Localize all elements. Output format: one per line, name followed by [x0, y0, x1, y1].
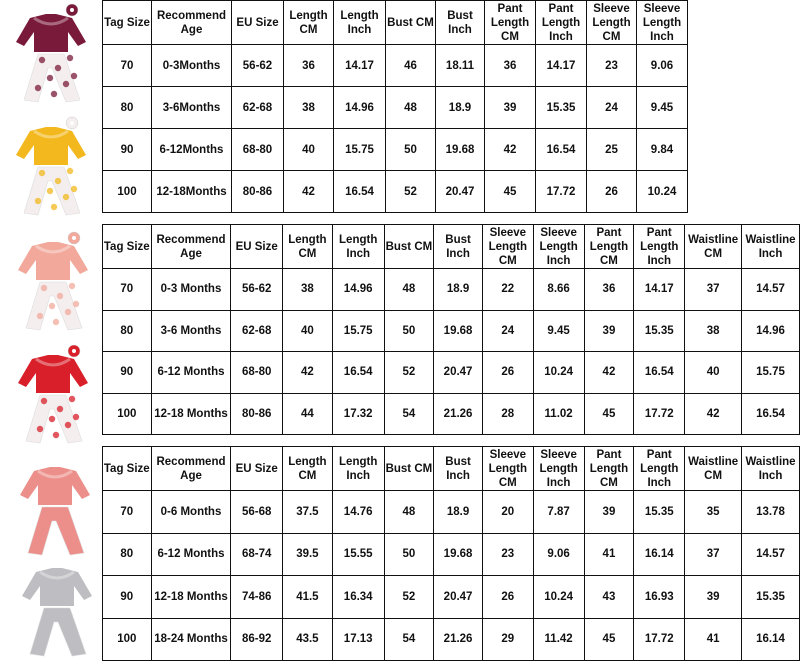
table-cell: 41 [685, 618, 742, 661]
table-cell: 39 [685, 576, 742, 619]
table-cell: 6-12 Months [151, 352, 231, 394]
table-cell: 52 [384, 352, 434, 394]
burgundy-outfit-image [8, 2, 92, 111]
table-cell: 18.9 [434, 491, 483, 534]
table-cell: 15.55 [332, 533, 384, 576]
table-cell: 36 [284, 45, 334, 87]
column-header: EU Size [231, 447, 283, 491]
size-table-1 [102, 0, 688, 213]
table-cell: 36 [485, 45, 536, 87]
table-cell: 42 [485, 129, 536, 171]
table-cell: 35 [685, 491, 742, 534]
table-cell: 50 [384, 533, 434, 576]
table-cell: 26 [587, 171, 637, 213]
column-header: Pant Length CM [584, 225, 634, 269]
table-cell: 37 [685, 533, 742, 576]
table-cell: 14.76 [332, 491, 384, 534]
table-cell: 38 [282, 269, 332, 311]
table-row [103, 352, 800, 394]
table-cell: 18-24 Months [151, 618, 231, 661]
table-cell: 90 [103, 352, 152, 394]
table-cell: 16.54 [332, 352, 384, 394]
table-cell: 14.96 [332, 269, 384, 311]
red-outfit-image [10, 343, 94, 452]
table-cell: 42 [584, 352, 634, 394]
column-header: Tag Size [103, 1, 152, 45]
table-cell: 48 [386, 87, 436, 129]
table-cell: 9.06 [533, 533, 584, 576]
table-cell: 23 [482, 533, 533, 576]
table-cell: 12-18 Months [151, 576, 231, 619]
table-cell: 16.54 [634, 352, 685, 394]
table-cell: 16.14 [634, 533, 685, 576]
table-cell: 50 [386, 129, 436, 171]
table-cell: 9.84 [637, 129, 688, 171]
table-cell: 15.35 [634, 491, 685, 534]
table-cell: 17.32 [332, 393, 384, 435]
table-cell: 80-86 [232, 171, 284, 213]
table-cell: 21.26 [434, 393, 483, 435]
yellow-outfit-image [8, 115, 92, 224]
table-row [103, 129, 688, 171]
column-header: Waistline CM [685, 225, 742, 269]
column-header: Recommend Age [151, 225, 231, 269]
table-cell: 80-86 [231, 393, 283, 435]
table-cell: 52 [384, 576, 434, 619]
table-cell: 10.24 [637, 171, 688, 213]
table-cell: 16.34 [332, 576, 384, 619]
table-cell: 43 [584, 576, 634, 619]
column-header: Pant Length CM [584, 447, 634, 491]
column-header: Sleeve Length Inch [533, 225, 584, 269]
table-cell: 24 [587, 87, 637, 129]
column-header: Pant Length Inch [634, 225, 685, 269]
table-cell: 17.72 [634, 618, 685, 661]
table-cell: 48 [384, 491, 434, 534]
table-header-row [103, 447, 800, 491]
table-cell: 15.35 [742, 576, 800, 619]
table-row [103, 171, 688, 213]
table-cell: 44 [282, 393, 332, 435]
table-cell: 45 [485, 171, 536, 213]
table-cell: 14.17 [634, 269, 685, 311]
table-cell: 0-3Months [152, 45, 232, 87]
table-cell: 16.54 [536, 129, 587, 171]
pink-outfit-image [10, 230, 94, 339]
table-row [103, 87, 688, 129]
table-cell: 15.75 [334, 129, 386, 171]
table-cell: 41 [584, 533, 634, 576]
table-cell: 68-80 [232, 129, 284, 171]
column-header: Bust CM [384, 225, 434, 269]
table-row [103, 618, 800, 661]
size-table-3 [102, 446, 800, 661]
table-cell: 24 [482, 310, 533, 352]
column-header: Length Inch [332, 447, 384, 491]
table-cell: 20.47 [434, 576, 483, 619]
table-cell: 0-3 Months [151, 269, 231, 311]
table-cell: 52 [386, 171, 436, 213]
column-header: Tag Size [103, 225, 152, 269]
column-header: Length Inch [332, 225, 384, 269]
column-header: Length CM [282, 447, 332, 491]
table-cell: 54 [384, 393, 434, 435]
table-cell: 26 [482, 352, 533, 394]
table-cell: 20 [482, 491, 533, 534]
table-cell: 46 [386, 45, 436, 87]
table-cell: 38 [685, 310, 742, 352]
table-cell: 6-12 Months [151, 533, 231, 576]
table-cell: 80 [103, 87, 152, 129]
table-cell: 29 [482, 618, 533, 661]
column-header: Length CM [282, 225, 332, 269]
table-cell: 12-18 Months [151, 393, 231, 435]
column-header: Bust Inch [436, 1, 485, 45]
table-cell: 10.24 [533, 576, 584, 619]
table-cell: 18.9 [436, 87, 485, 129]
table-cell: 18.11 [436, 45, 485, 87]
column-header: Pant Length Inch [634, 447, 685, 491]
table-cell: 62-68 [232, 87, 284, 129]
table-cell: 39.5 [282, 533, 332, 576]
table-cell: 11.42 [533, 618, 584, 661]
table-row [103, 310, 800, 352]
table-cell: 15.75 [332, 310, 384, 352]
column-header: Pant Length CM [485, 1, 536, 45]
table-cell: 37 [685, 269, 742, 311]
table-cell: 8.66 [533, 269, 584, 311]
table-cell: 7.87 [533, 491, 584, 534]
table-cell: 50 [384, 310, 434, 352]
table-cell: 86-92 [231, 618, 283, 661]
column-header: Pant Length Inch [536, 1, 587, 45]
table-cell: 14.96 [742, 310, 800, 352]
table-cell: 3-6Months [152, 87, 232, 129]
column-header: Sleeve Length CM [482, 447, 533, 491]
table-cell: 13.78 [742, 491, 800, 534]
table-cell: 38 [284, 87, 334, 129]
table-cell: 39 [584, 491, 634, 534]
table-header-row [103, 225, 800, 269]
table-cell: 45 [584, 393, 634, 435]
table-cell: 9.45 [637, 87, 688, 129]
table-cell: 14.96 [334, 87, 386, 129]
table-cell: 15.75 [742, 352, 800, 394]
table-cell: 90 [103, 576, 152, 619]
column-header: EU Size [231, 225, 283, 269]
table-cell: 40 [685, 352, 742, 394]
table-cell: 68-80 [231, 352, 283, 394]
table-cell: 70 [103, 269, 152, 311]
column-header: Waistline Inch [742, 225, 800, 269]
table-cell: 21.26 [434, 618, 483, 661]
size-section-3 [0, 446, 800, 660]
table-cell: 100 [103, 171, 152, 213]
column-header: Sleeve Length CM [587, 1, 637, 45]
table-cell: 90 [103, 129, 152, 171]
column-header: EU Size [232, 1, 284, 45]
table-cell: 56-62 [231, 269, 283, 311]
table-cell: 14.17 [536, 45, 587, 87]
table-header-row [103, 1, 688, 45]
table-cell: 22 [482, 269, 533, 311]
table-cell: 42 [284, 171, 334, 213]
table-cell: 16.54 [334, 171, 386, 213]
table-cell: 23 [587, 45, 637, 87]
column-header: Waistline Inch [742, 447, 800, 491]
table-row [103, 491, 800, 534]
table-cell: 17.13 [332, 618, 384, 661]
table-cell: 17.72 [536, 171, 587, 213]
table-cell: 100 [103, 393, 152, 435]
table-cell: 20.47 [434, 352, 483, 394]
table-cell: 9.06 [637, 45, 688, 87]
table-cell: 48 [384, 269, 434, 311]
table-cell: 28 [482, 393, 533, 435]
table-cell: 3-6 Months [151, 310, 231, 352]
column-header: Recommend Age [152, 1, 232, 45]
table-cell: 68-74 [231, 533, 283, 576]
table-cell: 62-68 [231, 310, 283, 352]
table-cell: 74-86 [231, 576, 283, 619]
table-cell: 19.68 [434, 310, 483, 352]
table-cell: 80 [103, 533, 152, 576]
column-header: Length Inch [334, 1, 386, 45]
table-row [103, 269, 800, 311]
table-cell: 6-12Months [152, 129, 232, 171]
table-cell: 56-62 [232, 45, 284, 87]
table-cell: 19.68 [436, 129, 485, 171]
table-cell: 15.35 [536, 87, 587, 129]
table-cell: 17.72 [634, 393, 685, 435]
table-cell: 0-6 Months [151, 491, 231, 534]
size-table-2 [102, 224, 800, 435]
table-cell: 15.35 [634, 310, 685, 352]
table-cell: 100 [103, 618, 152, 661]
coral-outfit-image [12, 455, 96, 564]
table-row [103, 533, 800, 576]
table-cell: 37.5 [282, 491, 332, 534]
table-cell: 26 [482, 576, 533, 619]
column-header: Tag Size [103, 447, 152, 491]
table-cell: 70 [103, 491, 152, 534]
table-cell: 11.02 [533, 393, 584, 435]
table-cell: 12-18Months [152, 171, 232, 213]
column-header: Bust Inch [434, 225, 483, 269]
table-cell: 16.54 [742, 393, 800, 435]
table-cell: 9.45 [533, 310, 584, 352]
table-cell: 16.93 [634, 576, 685, 619]
table-row [103, 576, 800, 619]
column-header: Sleeve Length Inch [637, 1, 688, 45]
column-header: Sleeve Length Inch [533, 447, 584, 491]
table-cell: 39 [584, 310, 634, 352]
column-header: Bust Inch [434, 447, 483, 491]
grey-outfit-image [14, 556, 98, 665]
table-cell: 54 [384, 618, 434, 661]
table-cell: 80 [103, 310, 152, 352]
table-cell: 20.47 [436, 171, 485, 213]
table-cell: 10.24 [533, 352, 584, 394]
table-cell: 16.14 [742, 618, 800, 661]
table-cell: 70 [103, 45, 152, 87]
table-cell: 18.9 [434, 269, 483, 311]
size-section-1 [0, 0, 800, 212]
table-row [103, 393, 800, 435]
table-cell: 40 [284, 129, 334, 171]
column-header: Sleeve Length CM [482, 225, 533, 269]
column-header: Bust CM [384, 447, 434, 491]
table-cell: 40 [282, 310, 332, 352]
table-cell: 43.5 [282, 618, 332, 661]
column-header: Bust CM [386, 1, 436, 45]
column-header: Recommend Age [151, 447, 231, 491]
table-cell: 14.57 [742, 269, 800, 311]
table-cell: 42 [685, 393, 742, 435]
column-header: Length CM [284, 1, 334, 45]
table-cell: 45 [584, 618, 634, 661]
table-cell: 39 [485, 87, 536, 129]
column-header: Waistline CM [685, 447, 742, 491]
table-cell: 56-68 [231, 491, 283, 534]
table-cell: 36 [584, 269, 634, 311]
table-cell: 42 [282, 352, 332, 394]
table-cell: 14.57 [742, 533, 800, 576]
table-cell: 19.68 [434, 533, 483, 576]
table-cell: 25 [587, 129, 637, 171]
size-section-2 [0, 224, 800, 434]
table-row [103, 45, 688, 87]
table-cell: 41.5 [282, 576, 332, 619]
table-cell: 14.17 [334, 45, 386, 87]
